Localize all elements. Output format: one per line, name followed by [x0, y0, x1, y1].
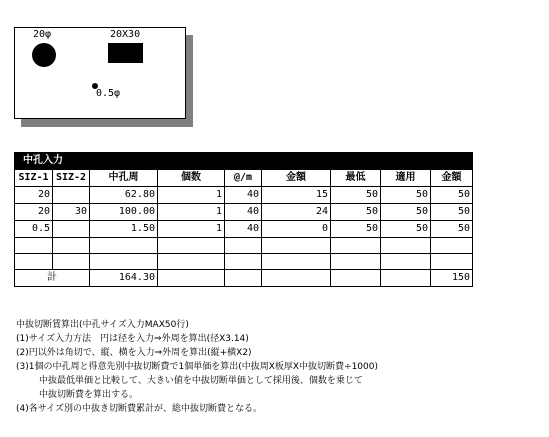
- cell-value: 50: [381, 187, 431, 204]
- header-count: 個数: [158, 170, 225, 187]
- circle-large-shape: [32, 43, 56, 67]
- cell-value: [225, 238, 262, 254]
- cell-value: 50: [431, 204, 473, 221]
- cell-value: 50: [431, 187, 473, 204]
- total-empty: [225, 270, 262, 287]
- cell-value: 40: [225, 221, 262, 238]
- cell-input[interactable]: 1: [158, 187, 225, 204]
- table-row: [15, 254, 473, 270]
- cell-input[interactable]: 0.5: [15, 221, 53, 238]
- rect-label: 20X30: [110, 29, 141, 40]
- header-total-amount: 金額: [431, 170, 473, 187]
- note-line: 中抜最低単価と比較して、大きい値を中抜切断単価として採用後、個数を乗じて: [39, 376, 363, 386]
- cell-value: [90, 254, 158, 270]
- cell-value: [225, 254, 262, 270]
- table-row: [15, 238, 473, 254]
- table-row: [15, 187, 473, 204]
- cell-value: [431, 254, 473, 270]
- cell-input[interactable]: 1: [158, 221, 225, 238]
- circle-large-label: 20φ: [33, 29, 52, 40]
- header-row: [15, 170, 473, 187]
- cell-value: 40: [225, 204, 262, 221]
- cell-value: 50: [331, 187, 381, 204]
- cell-value: 50: [331, 221, 381, 238]
- cell-value: [331, 238, 381, 254]
- cell-value: [262, 238, 331, 254]
- hole-input-table: [14, 152, 473, 287]
- calculation-notes: [16, 318, 378, 416]
- header-rate: @/m: [225, 170, 262, 187]
- cell-input[interactable]: [15, 254, 53, 270]
- header-siz1: SIZ-1: [15, 170, 53, 187]
- circle-small-label: 0.5φ: [96, 88, 121, 99]
- header-minimum: 最低: [331, 170, 381, 187]
- cell-input[interactable]: 30: [53, 204, 90, 221]
- note-line: (1)サイズ入力方法 円は径を入力⇒外周を算出(径X3.14): [16, 334, 249, 344]
- cell-value: 62.80: [90, 187, 158, 204]
- cell-value: [381, 254, 431, 270]
- header-siz2: SIZ-2: [53, 170, 90, 187]
- cell-value: 0: [262, 221, 331, 238]
- rect-shape: [108, 43, 143, 63]
- cell-value: [262, 254, 331, 270]
- cell-input[interactable]: 20: [15, 187, 53, 204]
- cell-value: 50: [381, 221, 431, 238]
- cell-input[interactable]: [53, 254, 90, 270]
- total-empty: [158, 270, 225, 287]
- cell-input[interactable]: [53, 238, 90, 254]
- cell-input[interactable]: [158, 238, 225, 254]
- total-empty: [262, 270, 331, 287]
- hole-diagram: [14, 27, 186, 119]
- cell-value: 100.00: [90, 204, 158, 221]
- total-perimeter: 164.30: [90, 270, 158, 287]
- cell-input[interactable]: [15, 238, 53, 254]
- note-line: 中抜切断賃算出(中孔サイズ入力MAX50行): [16, 320, 189, 330]
- cell-input[interactable]: [53, 221, 90, 238]
- total-amount: 150: [431, 270, 473, 287]
- cell-value: 15: [262, 187, 331, 204]
- note-line: (3)1個の中孔周と得意先別中抜切断費で1個単価を算出(中抜周X板厚X中抜切断費÷1000): [16, 362, 379, 372]
- cell-input[interactable]: [53, 187, 90, 204]
- cell-value: [431, 238, 473, 254]
- total-empty: [331, 270, 381, 287]
- cell-value: [331, 254, 381, 270]
- header-perimeter: 中孔周: [90, 170, 158, 187]
- note-line: (2)円以外は角切で、縦、横を入力⇒外周を算出(縦+横X2): [16, 348, 252, 358]
- table-title: 中孔入力: [15, 153, 473, 170]
- note-line: 中抜切断費を算出する。: [39, 390, 139, 400]
- cell-value: 50: [431, 221, 473, 238]
- cell-value: 50: [381, 204, 431, 221]
- cell-value: [90, 238, 158, 254]
- cell-value: 1.50: [90, 221, 158, 238]
- total-empty: [381, 270, 431, 287]
- note-line: (4)各サイズ別の中抜き切断費累計が、総中抜切断費となる。: [16, 404, 263, 414]
- total-row: [15, 270, 473, 287]
- cell-value: 40: [225, 187, 262, 204]
- cell-input[interactable]: 1: [158, 204, 225, 221]
- cell-value: [381, 238, 431, 254]
- table-row: [15, 221, 473, 238]
- cell-input[interactable]: 20: [15, 204, 53, 221]
- header-amount: 金額: [262, 170, 331, 187]
- cell-value: 50: [331, 204, 381, 221]
- header-applied: 適用: [381, 170, 431, 187]
- cell-input[interactable]: [158, 254, 225, 270]
- table-row: [15, 204, 473, 221]
- total-label: 計: [15, 270, 90, 287]
- circle-small-shape: [92, 83, 98, 89]
- cell-value: 24: [262, 204, 331, 221]
